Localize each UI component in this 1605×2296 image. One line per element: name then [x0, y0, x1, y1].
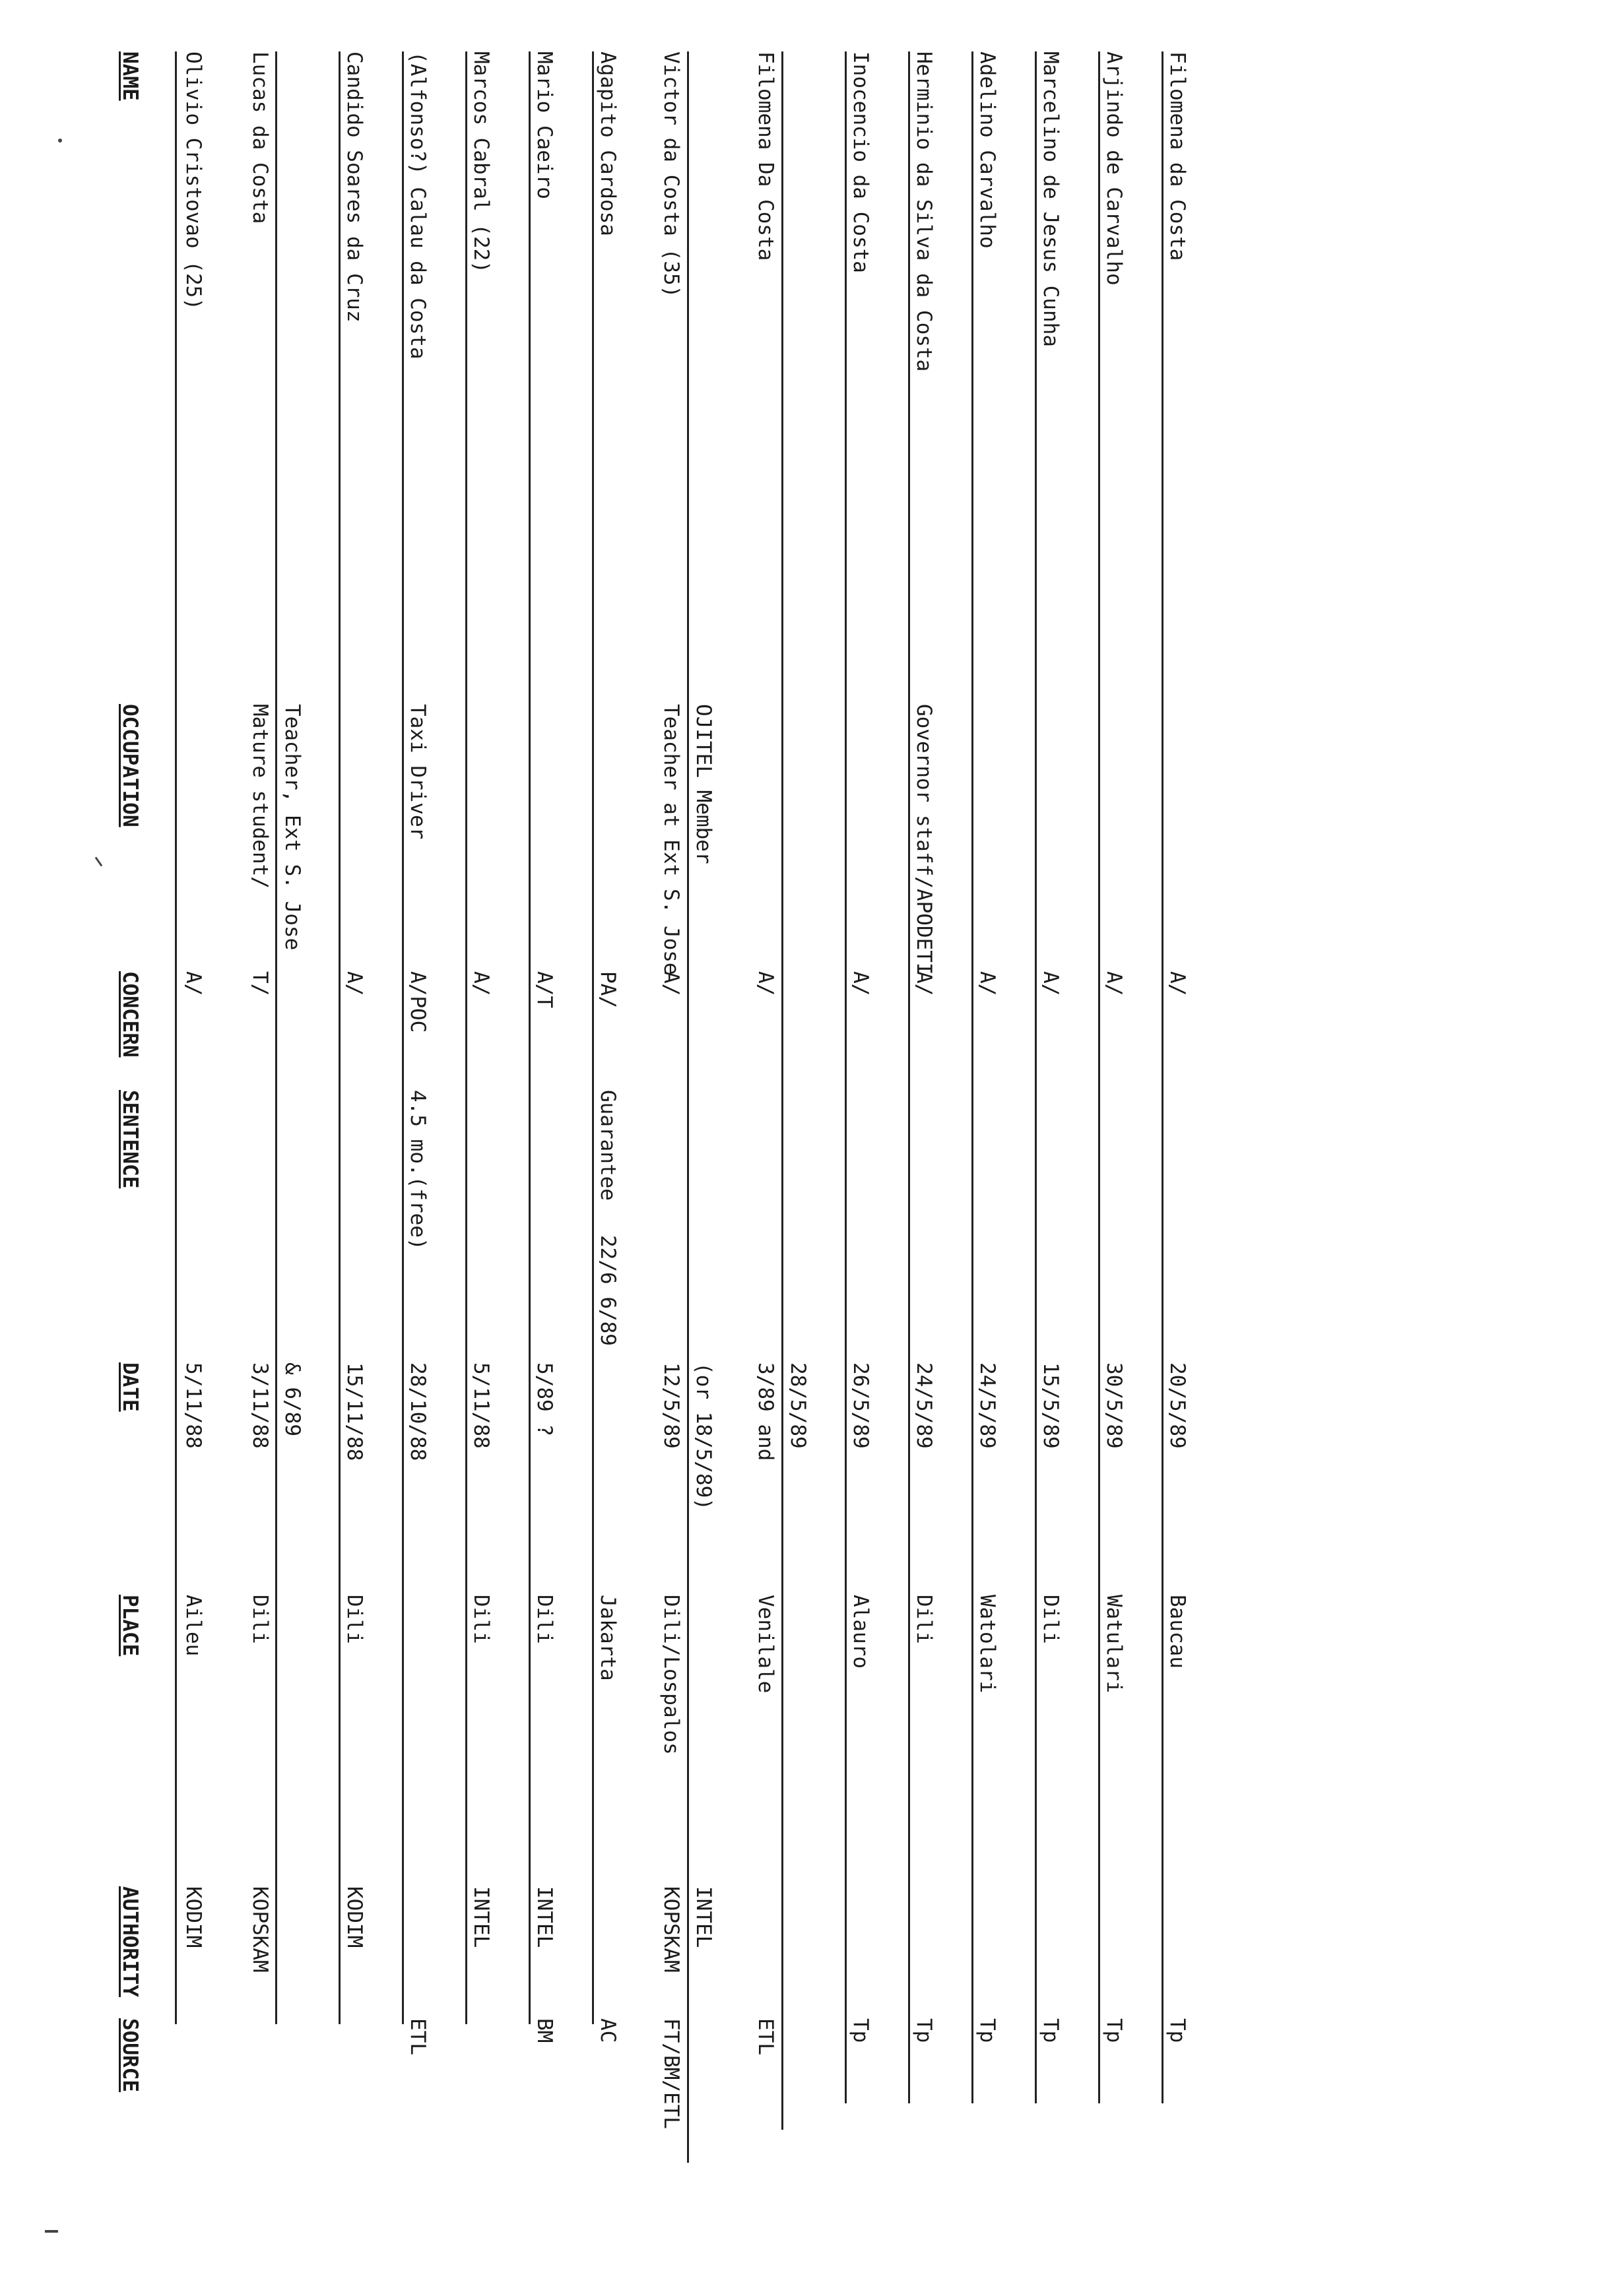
- row-place: Watolari: [975, 1595, 999, 1694]
- row-concern: A/: [659, 971, 683, 996]
- row-date: 24/5/89: [912, 1362, 936, 1449]
- row-concern: A/: [1039, 971, 1063, 996]
- row-concern: A/: [975, 971, 999, 996]
- row-name: Marcos Cabral (22): [469, 51, 493, 273]
- row-date: 15/5/89: [1039, 1362, 1063, 1449]
- row-place: Dili: [1039, 1595, 1063, 1644]
- row-separator: [1162, 51, 1163, 2103]
- row-name: Lucas da Costa: [248, 51, 272, 224]
- header-sentence: SENTENCE: [118, 1090, 142, 1189]
- row-date: 20/5/89: [1165, 1362, 1189, 1449]
- row-separator: [1098, 51, 1100, 2103]
- row-separator: [402, 51, 404, 2024]
- row-occupation: Mature student/: [248, 704, 272, 889]
- row-separator: [339, 51, 341, 2024]
- row-occupation: Taxi Driver: [406, 704, 430, 840]
- row-separator: [275, 51, 277, 2024]
- row-date: 15/11/88: [343, 1362, 366, 1461]
- header-name: NAME: [118, 51, 142, 101]
- row-source: AC: [596, 2018, 620, 2043]
- row-source: Tp: [1165, 2018, 1189, 2043]
- row-concern: T/: [248, 971, 272, 996]
- row-occupation: OJITEL Member: [692, 704, 715, 864]
- row-place: Dili: [912, 1595, 936, 1644]
- row-name: Arjindo de Carvalho: [1102, 51, 1126, 286]
- row-separator: [175, 51, 177, 2024]
- row-separator: [687, 51, 689, 2163]
- row-separator: [529, 51, 531, 2024]
- row-concern: A/: [912, 971, 936, 996]
- row-authority: INTEL: [533, 1886, 556, 1948]
- row-name: Candido Soares da Cruz: [343, 51, 366, 323]
- row-concern: A/T: [533, 971, 556, 1008]
- row-date: 28/5/89: [786, 1362, 810, 1449]
- row-source: ETL: [406, 2018, 430, 2055]
- row-authority: KOPSKAM: [248, 1886, 272, 1973]
- row-date: 5/11/88: [181, 1362, 205, 1449]
- row-concern: A/: [181, 971, 205, 996]
- row-place: Alauro: [849, 1595, 872, 1669]
- row-separator: [1035, 51, 1037, 2103]
- row-place: Dili: [248, 1595, 272, 1644]
- row-source: BM: [533, 2018, 556, 2043]
- row-date: & 6/89: [280, 1362, 304, 1436]
- row-date: 3/89 and: [754, 1362, 777, 1461]
- row-concern: A/: [1102, 971, 1126, 996]
- row-authority: KODIM: [343, 1886, 366, 1948]
- row-place: Watulari: [1102, 1595, 1126, 1694]
- row-name: Olivio Cristovao (25): [181, 51, 205, 310]
- row-date: 24/5/89: [975, 1362, 999, 1449]
- row-source: Tp: [849, 2018, 872, 2043]
- row-concern: A/: [469, 971, 493, 996]
- row-separator: [465, 51, 467, 2024]
- row-occupation: Teacher, Ext S. Jose: [280, 704, 304, 951]
- row-date: 3/11/88: [248, 1362, 272, 1449]
- row-name: Adelino Carvalho: [975, 51, 999, 249]
- row-source: Tp: [912, 2018, 936, 2043]
- row-separator: [971, 51, 973, 2103]
- row-date: 12/5/89: [659, 1362, 683, 1449]
- row-concern: A/: [754, 971, 777, 996]
- row-place: Dili: [343, 1595, 366, 1644]
- header-source: SOURCE: [118, 2018, 142, 2092]
- row-date: 5/89 ?: [533, 1362, 556, 1436]
- row-name: Herminio da Silva da Costa: [912, 51, 936, 372]
- row-name: Victor da Costa (35): [659, 51, 683, 298]
- row-place: Dili: [469, 1595, 493, 1644]
- row-name: Mario Caeiro: [533, 51, 556, 199]
- header-concern: CONCERN: [118, 971, 142, 1058]
- row-authority: KOPSKAM: [659, 1886, 683, 1973]
- row-separator: [781, 51, 783, 2130]
- row-date: 26/5/89: [849, 1362, 872, 1449]
- row-concern: PA/: [596, 971, 620, 1008]
- row-authority: KODIM: [181, 1886, 205, 1948]
- row-sentence: Guarantee: [596, 1090, 620, 1201]
- row-place: Baucau: [1165, 1595, 1189, 1669]
- row-concern: A/: [849, 971, 872, 996]
- header-authority: AUTHORITY: [118, 1886, 142, 1997]
- row-place: Jakarta: [596, 1595, 620, 1681]
- row-source: Tp: [1039, 2018, 1063, 2043]
- row-place: Dili: [533, 1595, 556, 1644]
- row-name: Inocencio da Costa: [849, 51, 872, 273]
- row-name: Filomena Da Costa: [754, 51, 777, 261]
- header-occupation: OCCUPATION: [118, 704, 142, 827]
- row-sentence: 4.5 mo.(free): [406, 1090, 430, 1250]
- header-date: DATE: [118, 1362, 142, 1412]
- row-concern: A/: [343, 971, 366, 996]
- row-date: 22/6 6/89: [596, 1235, 620, 1346]
- row-date: 30/5/89: [1102, 1362, 1126, 1449]
- row-name: Agapito Cardosa: [596, 51, 620, 236]
- row-authority: INTEL: [692, 1886, 715, 1948]
- row-date: 28/10/88: [406, 1362, 430, 1461]
- row-source: ETL: [754, 2018, 777, 2055]
- header-place: PLACE: [118, 1595, 142, 1657]
- row-date: 5/11/88: [469, 1362, 493, 1449]
- row-occupation: Governor staff/APODETI: [912, 704, 936, 975]
- row-authority: INTEL: [469, 1886, 493, 1948]
- row-name: Filomena da Costa: [1165, 51, 1189, 261]
- row-place: Aileu: [181, 1595, 205, 1657]
- row-separator: [845, 51, 847, 2103]
- row-place: Venilale: [754, 1595, 777, 1694]
- row-separator: [908, 51, 910, 2103]
- row-source: FT/BM/ETL: [659, 2018, 683, 2129]
- row-name: (Alfonso?) Calau da Costa: [406, 51, 430, 360]
- row-concern: A/: [1165, 971, 1189, 996]
- row-name: Marcelino de Jesus Cunha: [1039, 51, 1063, 347]
- row-occupation: Teacher at Ext S. Jose: [659, 704, 683, 975]
- scan-speck: [45, 2230, 58, 2233]
- row-concern: A/POC: [406, 971, 430, 1033]
- scan-speck: [58, 139, 62, 143]
- row-date: (or 18/5/89): [692, 1362, 715, 1510]
- row-place: Dili/Lospalos: [659, 1595, 683, 1755]
- row-source: Tp: [975, 2018, 999, 2043]
- row-source: Tp: [1102, 2018, 1126, 2043]
- scan-speck: [95, 857, 103, 867]
- row-separator: [592, 51, 594, 2024]
